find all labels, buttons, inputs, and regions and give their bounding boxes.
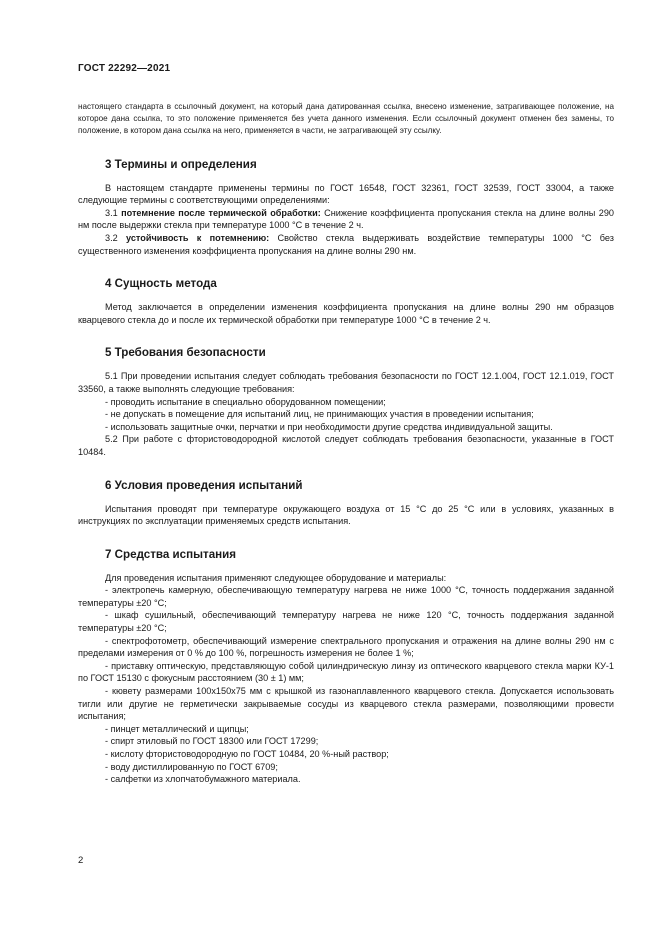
- section-6-title: 6 Условия проведения испытаний: [105, 478, 303, 492]
- section-7-paragraph: Для проведения испытания применяют следующее оборудование и материалы:: [105, 572, 447, 583]
- equipment-list-item: - кювету размерами 100х150х75 мм с крышкой из газонаплавленного кварцевого стекла. Допускается использовать тигли или другие не герметически закрываемые сосуды из кварцевого стекла размерами, позволяющими провести испытания;: [78, 686, 614, 722]
- intro-paragraph: настоящего стандарта в ссылочный документ, на который дана датированная ссылка, внесено изменение, затрагивающее положение, на которое дана ссылка, то это положение применяется без учета данного изменения. Если ссылочный документ отменен без замены, то положение, в котором дана ссылка на него, применяется в части, не затрагивающей эту ссылку.: [78, 102, 614, 136]
- section-4-paragraph: Метод заключается в определении изменения коэффициента пропускания на длине волны 290 нм образцов кварцевого стекла до и после их термической обработки при температуре 1000 °С в течение 2 ч.: [78, 302, 614, 325]
- equipment-list-item: - воду дистиллированную по ГОСТ 6709;: [105, 761, 278, 772]
- term-3-1-definition: Снижение коэффициента пропускания стекла на длине волны 290 нм после выдержки стекла при температуре 1000 °С в течение 2 ч.: [78, 207, 614, 231]
- equipment-list-item: - пинцет металлический и щипцы;: [105, 723, 249, 734]
- section-7-title: 7 Средства испытания: [105, 547, 237, 561]
- term-3-1-name: потемнение после термической обработки:: [121, 207, 321, 218]
- section-5-2-paragraph: 5.2 При работе с фтористоводородной кислотой следует соблюдать требования безопасности, указанные в ГОСТ 10484.: [78, 434, 614, 457]
- page-number: 2: [78, 855, 84, 866]
- section-3-paragraph: В настоящем стандарте применены термины по ГОСТ 16548, ГОСТ 32361, ГОСТ 32539, ГОСТ 33004, а также следующие термины с соответствующими определениями:: [78, 182, 614, 206]
- section-6-paragraph: Испытания проводят при температуре окружающего воздуха от 15 °С до 25 °С или в условиях, указанных в инструкциях по эксплуатации применяемых средств испытания.: [78, 503, 614, 527]
- document-body: [78, 101, 614, 786]
- section-5-1-paragraph: 5.1 При проведении испытания следует соблюдать требования безопасности по ГОСТ 12.1.004, ГОСТ 12.1.019, ГОСТ 33560, а также выполнять следующие требования:: [78, 371, 614, 394]
- equipment-list-item: - спирт этиловый по ГОСТ 18300 или ГОСТ 17299;: [105, 736, 319, 747]
- equipment-list-item: - электропечь камерную, обеспечивающую температуру нагрева не ниже 1000 °С, точность поддержания заданной температуры ±20 °С;: [78, 585, 614, 608]
- equipment-list-item: - приставку оптическую, представляющую собой цилиндрическую линзу из оптического кварцевого стекла марки КУ-1 по ГОСТ 15130 с фокусным расстоянием (30 ± 1) мм;: [78, 660, 614, 684]
- term-3-1: [78, 207, 614, 232]
- equipment-list-item: - шкаф сушильный, обеспечивающий температуру нагрева не ниже 120 °С, точность поддержания заданной температуры ±20 °С;: [78, 610, 614, 634]
- document-header: ГОСТ 22292—2021: [78, 63, 171, 74]
- equipment-list-item: - кислоту фтористоводородную по ГОСТ 10484, 20 %-ный раствор;: [105, 749, 389, 760]
- equipment-list-item: - спектрофотометр, обеспечивающий измерение спектрального пропускания и отражения на длине волны 290 нм с пределами измерения от 0 % до 100 %, погрешность измерения не более 1 %;: [78, 635, 614, 659]
- term-3-2-definition: Свойство стекла выдерживать воздействие температуры 1000 °С без существенного изменения коэффициента пропускания на длине волны 290 нм.: [78, 232, 614, 256]
- equipment-list-item: - салфетки из хлопчатобумажного материала.: [105, 774, 301, 785]
- term-3-2-name: устойчивость к потемнению:: [126, 232, 270, 243]
- section-5-list-item: - использовать защитные очки, перчатки и при необходимости другие средства индивидуальной защиты.: [105, 421, 553, 432]
- section-4-title: 4 Сущность метода: [105, 277, 217, 291]
- section-5-list-item: - проводить испытание в специально оборудованном помещении;: [105, 396, 386, 407]
- section-5-list-item: - не допускать в помещение для испытаний лиц, не принимающих участия в проведении испытания;: [105, 409, 534, 420]
- term-3-2-number: 3.2: [105, 232, 118, 243]
- section-3-title: 3 Термины и определения: [105, 157, 257, 171]
- term-3-2: [78, 232, 614, 257]
- section-5-title: 5 Требования безопасности: [105, 346, 266, 360]
- term-3-1-number: 3.1: [105, 207, 118, 218]
